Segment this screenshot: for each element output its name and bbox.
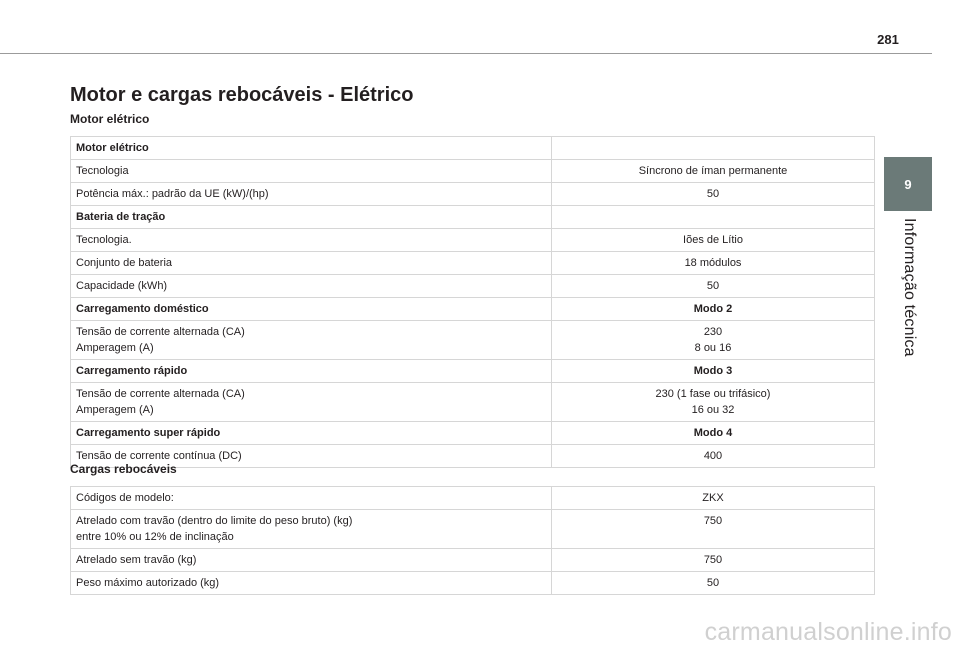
table-row [71, 137, 875, 160]
row-value: 230 [703, 326, 723, 338]
row-label: Códigos de modelo: [76, 492, 174, 504]
row-value-cell [552, 572, 875, 595]
row-label: Tensão de corrente contínua (DC) [76, 450, 242, 462]
row-label: Atrelado com travão (dentro do limite do peso bruto) (kg) [76, 515, 353, 527]
row-label-cell [71, 422, 552, 445]
row-value: 50 [706, 577, 720, 589]
table-row [71, 510, 875, 549]
table-row [71, 275, 875, 298]
row-label-cell [71, 206, 552, 229]
row-label-cell [71, 383, 552, 422]
row-label: Capacidade (kWh) [76, 280, 168, 292]
row-label-cell [71, 160, 552, 183]
row-label: Carregamento super rápido [76, 427, 221, 439]
row-value: Síncrono de íman permanente [638, 165, 788, 177]
chapter-title: Informação técnica [901, 218, 918, 357]
row-label-cell [71, 252, 552, 275]
row-label: Motor elétrico [76, 142, 149, 154]
chapter-tab[interactable] [884, 157, 932, 211]
row-value-cell [552, 360, 875, 383]
chapter-number: 9 [904, 176, 912, 192]
row-value-cell [552, 252, 875, 275]
table-row [71, 360, 875, 383]
row-label-cell [71, 510, 552, 549]
row-value: 50 [706, 280, 720, 292]
row-value-cell [552, 298, 875, 321]
table-row [71, 321, 875, 360]
row-value: 750 [703, 515, 723, 527]
table-row [71, 206, 875, 229]
table-row [71, 549, 875, 572]
row-label-cell [71, 321, 552, 360]
row-value-cell [552, 487, 875, 510]
row-value-cell [552, 183, 875, 206]
page-title: Motor e cargas rebocáveis - Elétrico [70, 84, 414, 106]
row-label-cell [71, 137, 552, 160]
towing-spec-table [70, 486, 875, 595]
row-value-cell [552, 160, 875, 183]
row-value: 8 ou 16 [694, 342, 732, 354]
row-value-cell [552, 510, 875, 549]
header-divider [0, 53, 932, 54]
row-value-cell [552, 229, 875, 252]
row-label-cell [71, 298, 552, 321]
row-value-cell [552, 422, 875, 445]
table-row [71, 183, 875, 206]
row-value-cell [552, 275, 875, 298]
table-row [71, 572, 875, 595]
row-label: Tensão de corrente alternada (CA) [76, 388, 245, 400]
motor-spec-table [70, 136, 875, 468]
towing-section-heading: Cargas rebocáveis [70, 462, 177, 476]
table-row [71, 229, 875, 252]
watermark: carmanualsonline.info [704, 618, 952, 646]
page-number: 281 [877, 32, 899, 47]
row-value-cell [552, 549, 875, 572]
row-label: Carregamento doméstico [76, 303, 209, 315]
row-label: Amperagem (A) [76, 342, 154, 354]
row-label: Tensão de corrente alternada (CA) [76, 326, 245, 338]
row-value: 230 (1 fase ou trifásico) [655, 388, 771, 400]
row-label-cell [71, 183, 552, 206]
row-label: Tecnologia. [76, 234, 132, 246]
row-value-cell [552, 445, 875, 468]
row-label-cell [71, 549, 552, 572]
row-value: 400 [703, 450, 723, 462]
table-row [71, 487, 875, 510]
row-value: Modo 3 [693, 365, 733, 377]
row-value: ZKX [702, 492, 724, 504]
motor-section-heading: Motor elétrico [70, 112, 150, 126]
row-label: Potência máx.: padrão da UE (kW)/(hp) [76, 188, 269, 200]
row-label: entre 10% ou 12% de inclinação [76, 531, 234, 543]
row-label-cell [71, 360, 552, 383]
row-value-cell [552, 383, 875, 422]
row-label-cell [71, 487, 552, 510]
row-label: Bateria de tração [76, 211, 166, 223]
row-value: Modo 2 [693, 303, 733, 315]
table-row [71, 445, 875, 468]
row-value: 18 módulos [684, 257, 742, 269]
table-row [71, 383, 875, 422]
row-value-cell [552, 206, 875, 229]
table-row [71, 422, 875, 445]
table-row [71, 160, 875, 183]
row-value: Iões de Lítio [683, 234, 743, 246]
row-label: Carregamento rápido [76, 365, 188, 377]
row-label: Amperagem (A) [76, 404, 154, 416]
row-value: 750 [703, 554, 723, 566]
row-label: Tecnologia [76, 165, 129, 177]
row-label: Atrelado sem travão (kg) [76, 554, 197, 566]
row-value-cell [552, 137, 875, 160]
row-label-cell [71, 275, 552, 298]
row-value: Modo 4 [693, 427, 733, 439]
row-value: 50 [706, 188, 720, 200]
row-label: Peso máximo autorizado (kg) [76, 577, 220, 589]
row-label-cell [71, 572, 552, 595]
row-label-cell [71, 229, 552, 252]
row-label: Conjunto de bateria [76, 257, 173, 269]
table-row [71, 298, 875, 321]
table-row [71, 252, 875, 275]
row-value: 16 ou 32 [691, 404, 735, 416]
row-value-cell [552, 321, 875, 360]
